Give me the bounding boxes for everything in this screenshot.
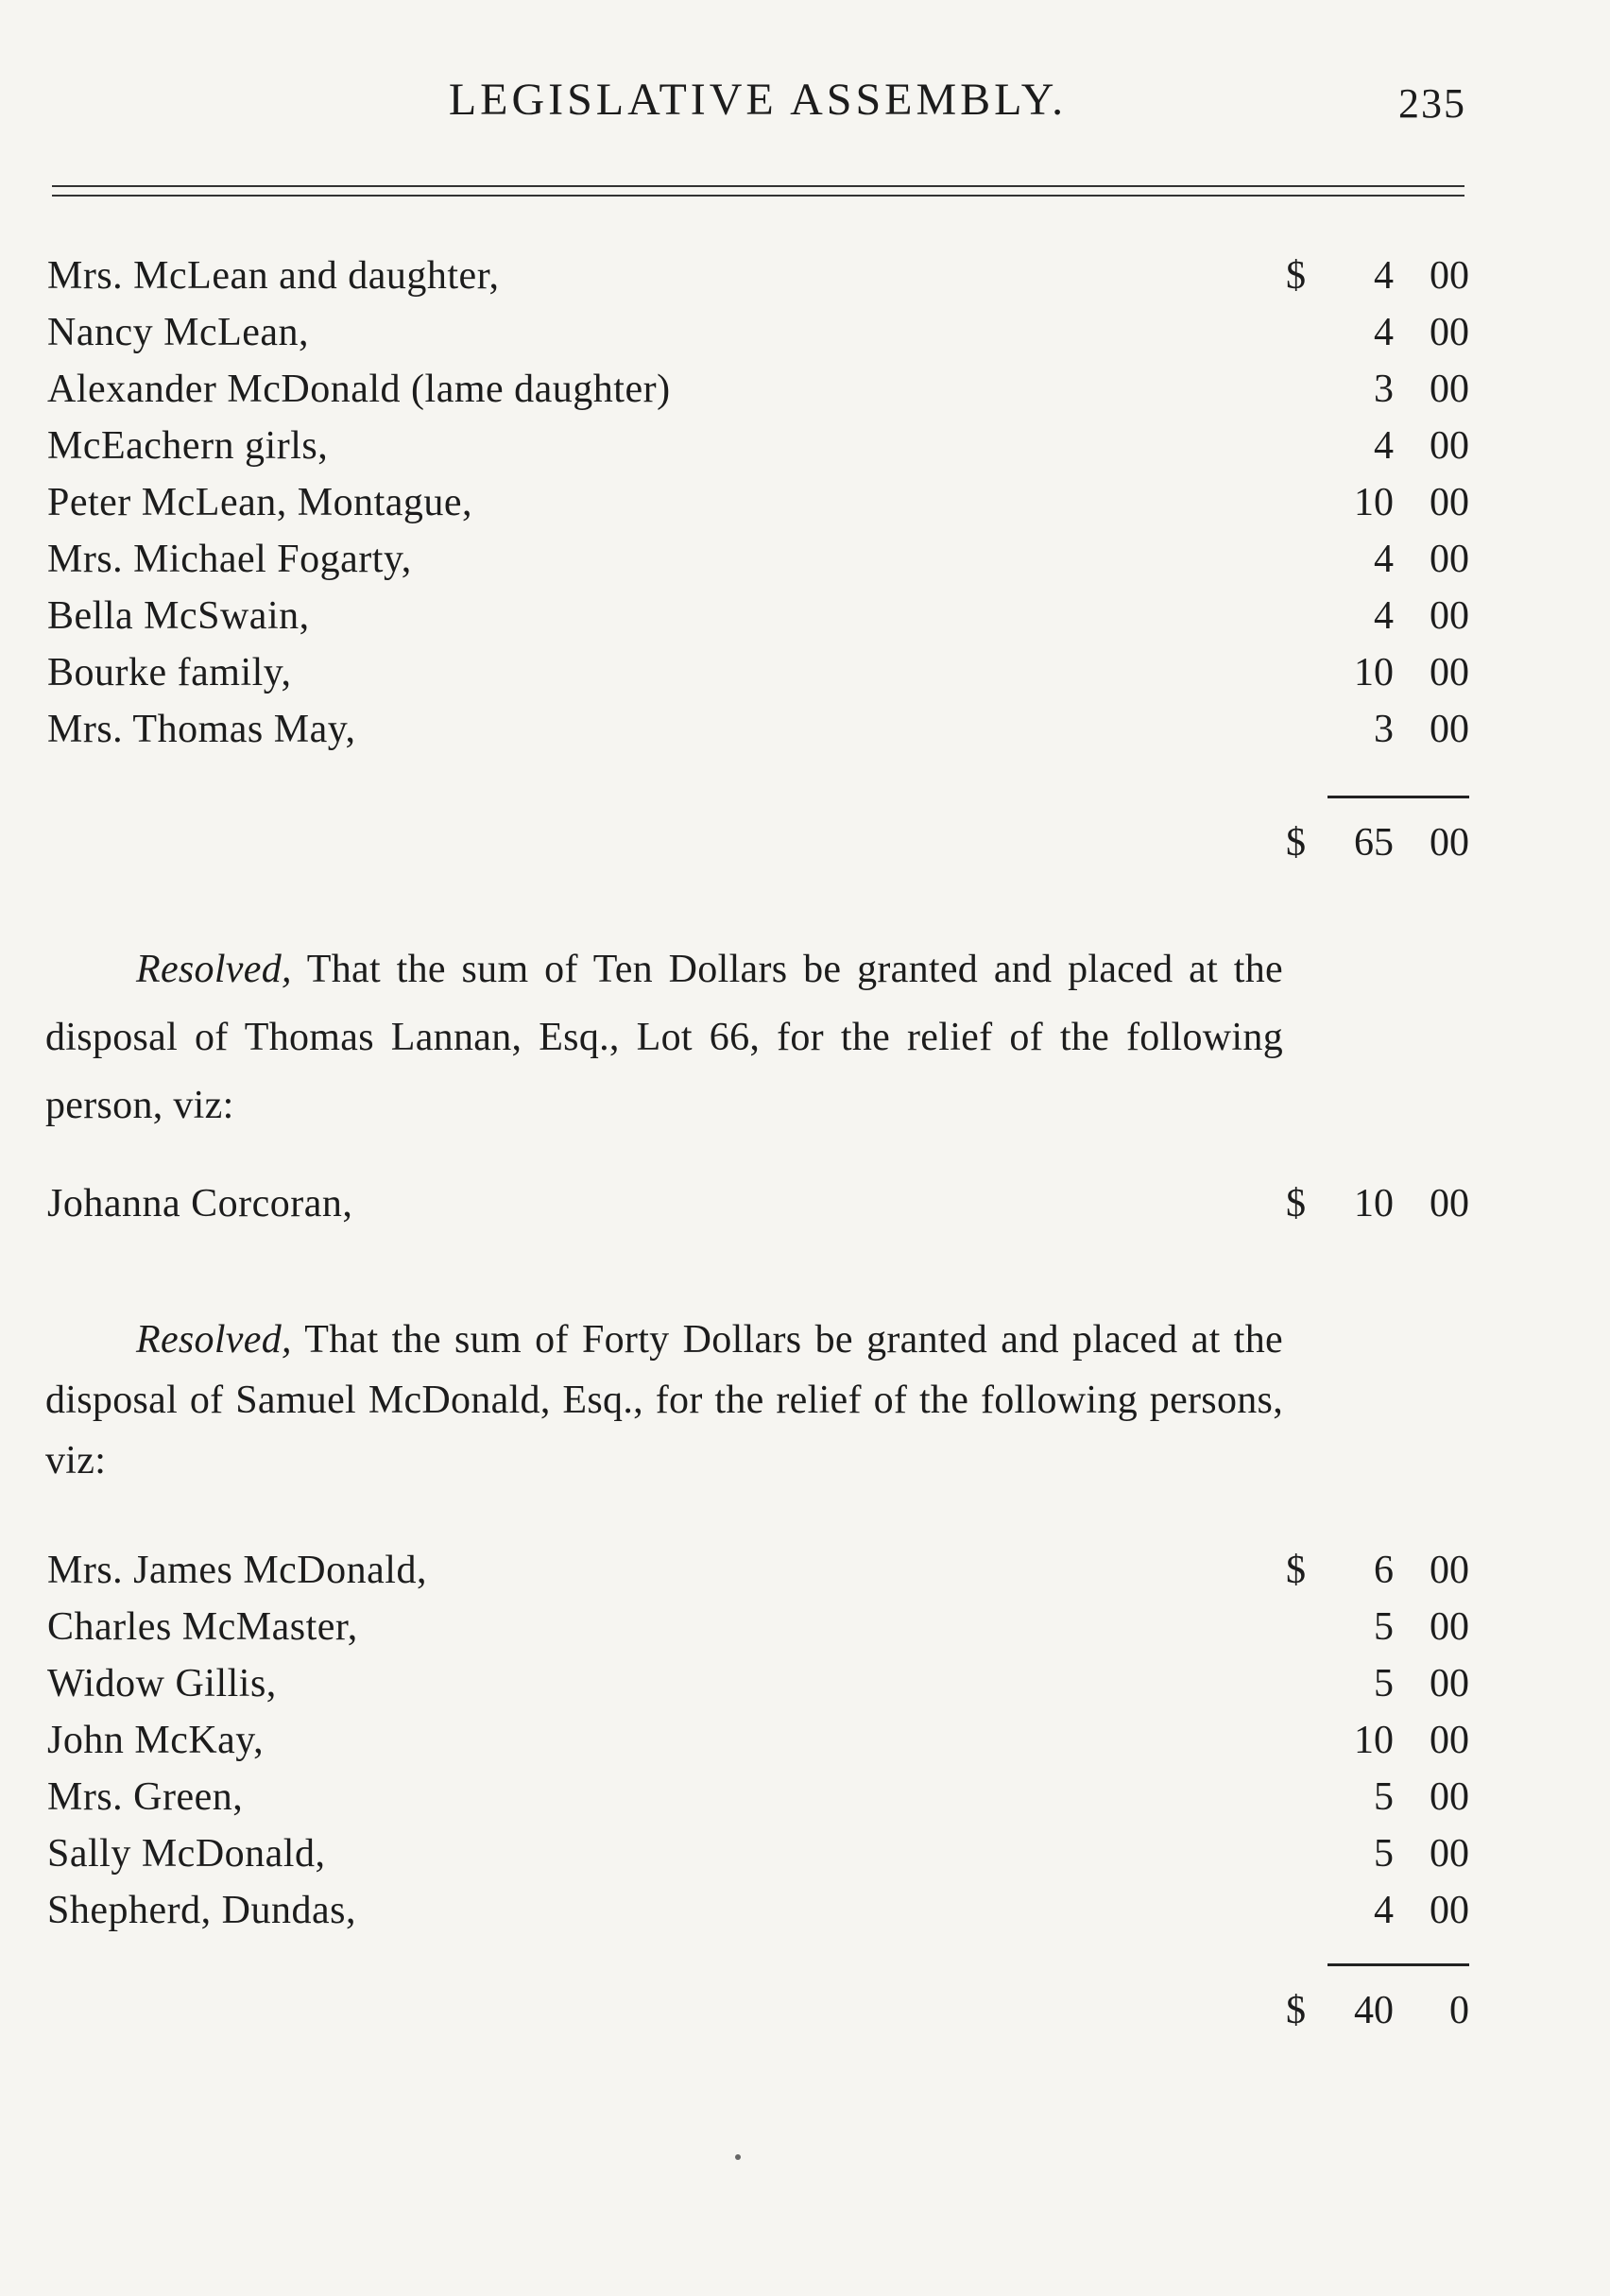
- amount-cents: 00: [1430, 481, 1469, 524]
- amount-dollars: 5: [1374, 1775, 1394, 1819]
- amount-cents: 00: [1430, 1889, 1469, 1932]
- amount: [1286, 1599, 1469, 1655]
- recipient-name: Charles McMaster,: [47, 1605, 358, 1649]
- amount-dollars: 4: [1374, 311, 1394, 354]
- recipient-name: Sally McDonald,: [47, 1832, 326, 1876]
- list-item: [47, 531, 1469, 588]
- list-item: [47, 701, 1469, 758]
- resolution-text: That the sum of Forty Dollars be granted and placed at the disposal of Samuel McDonald, Esq., for the relief of the following persons, viz:: [45, 1318, 1283, 1482]
- list-item: [47, 248, 1469, 304]
- amount-dollars: 65: [1354, 821, 1394, 865]
- recipient-name: John McKay,: [47, 1719, 265, 1762]
- amount-dollars: 10: [1354, 1719, 1394, 1762]
- amount-dollars: 4: [1374, 1889, 1394, 1932]
- amount-cents: 00: [1430, 821, 1469, 865]
- recipient-name: McEachern girls,: [47, 424, 329, 468]
- amount-dollars: 4: [1374, 538, 1394, 581]
- page-header: [49, 74, 1466, 140]
- amount: [1286, 1825, 1469, 1882]
- resolution-lead: Resolved,: [136, 948, 292, 991]
- list-item: [47, 1712, 1469, 1769]
- amount-cents: 00: [1430, 311, 1469, 354]
- list-item: [47, 1882, 1469, 1939]
- amount-dollars: 6: [1374, 1549, 1394, 1592]
- resolution-text: That the sum of Ten Dollars be granted and placed at the disposal of Thomas Lannan, Esq., Lot 66, for the relief of the following person, viz:: [45, 948, 1283, 1127]
- recipient-name: Mrs. McLean and daughter,: [47, 254, 500, 298]
- total-amount: [1286, 1982, 1469, 2039]
- amount-cents: 00: [1430, 1775, 1469, 1819]
- recipient-name: Nancy McLean,: [47, 311, 310, 354]
- recipient-name: Mrs. Thomas May,: [47, 708, 356, 751]
- currency-symbol: $: [1286, 1549, 1306, 1592]
- resolution-paragraph: [45, 935, 1283, 1139]
- amount-dollars: 5: [1374, 1605, 1394, 1649]
- amount-cents: 00: [1430, 708, 1469, 751]
- list-item: [47, 361, 1469, 418]
- amount-cents: 00: [1430, 368, 1469, 411]
- list-total: [47, 1982, 1469, 2039]
- list-item: [47, 1655, 1469, 1712]
- amount: [1286, 304, 1469, 361]
- recipient-name: Bourke family,: [47, 651, 292, 694]
- amount-cents: 0: [1449, 1989, 1469, 2032]
- recipient-name: Alexander McDonald (lame daughter): [47, 368, 671, 411]
- resolution-paragraph: [45, 1310, 1283, 1491]
- list-item: [47, 1175, 1469, 1232]
- list-total: [47, 814, 1469, 871]
- amount-cents: 00: [1430, 1832, 1469, 1876]
- amount-cents: 00: [1430, 594, 1469, 638]
- recipient-name: Johanna Corcoran,: [47, 1182, 353, 1225]
- amount-cents: 00: [1430, 538, 1469, 581]
- amount-dollars: 10: [1354, 481, 1394, 524]
- recipient-name: Peter McLean, Montague,: [47, 481, 473, 524]
- recipient-name: Shepherd, Dundas,: [47, 1889, 356, 1932]
- amount-cents: 00: [1430, 424, 1469, 468]
- list-item: [47, 1825, 1469, 1882]
- amount-cents: 00: [1430, 1605, 1469, 1649]
- amount-dollars: 40: [1354, 1989, 1394, 2032]
- list-item: [47, 418, 1469, 474]
- amount-dollars: 5: [1374, 1662, 1394, 1705]
- amount: [1286, 1542, 1469, 1599]
- amount: [1286, 588, 1469, 644]
- amount: [1286, 1712, 1469, 1769]
- amount: [1286, 418, 1469, 474]
- amount-dollars: 10: [1354, 651, 1394, 694]
- recipient-name: Mrs. Michael Fogarty,: [47, 538, 412, 581]
- amount-dollars: 4: [1374, 594, 1394, 638]
- amount: [1286, 701, 1469, 758]
- amount: [1286, 1655, 1469, 1712]
- page-title: LEGISLATIVE ASSEMBLY.: [448, 75, 1068, 125]
- amount-cents: 00: [1430, 1662, 1469, 1705]
- amount: [1286, 1882, 1469, 1939]
- amount: [1286, 531, 1469, 588]
- currency-symbol: $: [1286, 254, 1306, 298]
- page-number: 235: [1398, 80, 1466, 127]
- amount: [1286, 248, 1469, 304]
- total-rule: [1327, 796, 1469, 798]
- amount: [1286, 361, 1469, 418]
- amount: [1286, 644, 1469, 701]
- amount-cents: 00: [1430, 254, 1469, 298]
- amount-dollars: 3: [1374, 368, 1394, 411]
- list-item: [47, 644, 1469, 701]
- amount: [1286, 474, 1469, 531]
- list-item: [47, 588, 1469, 644]
- list-item: [47, 304, 1469, 361]
- list-item: [47, 474, 1469, 531]
- currency-symbol: $: [1286, 1182, 1306, 1225]
- recipient-name: Bella McSwain,: [47, 594, 310, 638]
- amount-dollars: 4: [1374, 424, 1394, 468]
- amount: [1286, 1175, 1469, 1232]
- header-rule: [52, 185, 1464, 197]
- total-rule: [1327, 1963, 1469, 1966]
- list-item: [47, 1769, 1469, 1825]
- list-item: [47, 1599, 1469, 1655]
- list-item: [47, 1542, 1469, 1599]
- amount-cents: 00: [1430, 1549, 1469, 1592]
- recipient-name: Widow Gillis,: [47, 1662, 277, 1705]
- amount-dollars: 3: [1374, 708, 1394, 751]
- recipient-name: Mrs. Green,: [47, 1775, 244, 1819]
- total-amount: [1286, 814, 1469, 871]
- amount-cents: 00: [1430, 651, 1469, 694]
- ink-speck: [735, 2154, 741, 2160]
- amount-dollars: 10: [1354, 1182, 1394, 1225]
- amount-cents: 00: [1430, 1182, 1469, 1225]
- amount-cents: 00: [1430, 1719, 1469, 1762]
- currency-symbol: $: [1286, 821, 1306, 865]
- resolution-lead: Resolved,: [136, 1318, 292, 1362]
- amount: [1286, 1769, 1469, 1825]
- recipient-name: Mrs. James McDonald,: [47, 1549, 427, 1592]
- currency-symbol: $: [1286, 1989, 1306, 2032]
- amount-dollars: 4: [1374, 254, 1394, 298]
- amount-dollars: 5: [1374, 1832, 1394, 1876]
